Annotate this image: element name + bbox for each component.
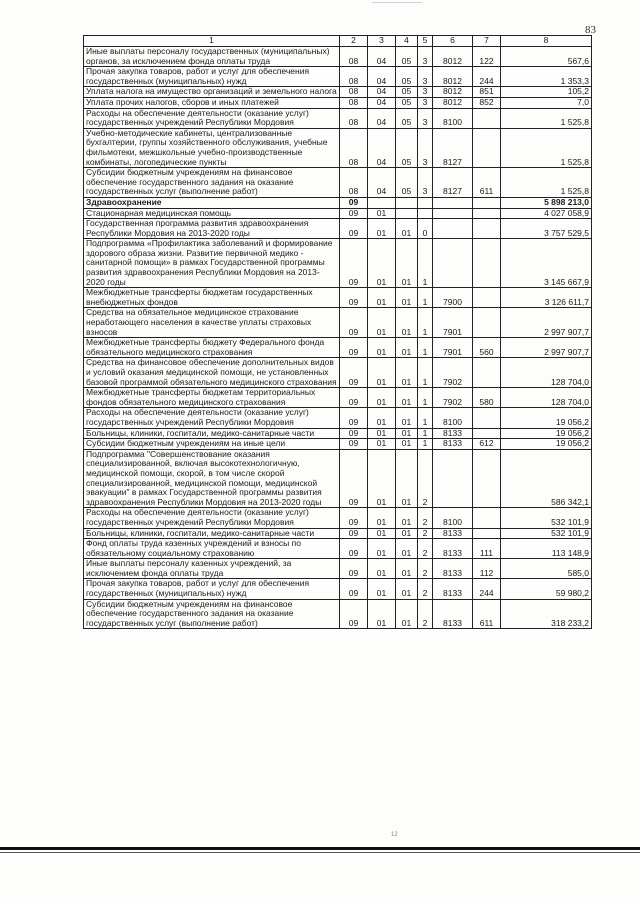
row-name: Больницы, клиники, госпитали, медико-санитарные части <box>84 428 340 439</box>
section-code: 09 <box>340 208 368 219</box>
article-code: 8100 <box>433 408 473 428</box>
table-row <box>84 439 592 450</box>
subprogram-code: 1 <box>418 358 433 388</box>
subsection-code: 01 <box>368 599 396 629</box>
subprogram-code: 2 <box>418 528 433 539</box>
program-code: 01 <box>396 599 418 629</box>
expense-type-code <box>473 428 501 439</box>
article-code: 8100 <box>433 108 473 128</box>
amount: 19 056,2 <box>501 408 592 428</box>
row-name: Средства на финансовое обеспечение дополнительных видов и условий оказания медицинской помощи, не установленных базовой программой обязательного медицинского страхования <box>84 358 340 388</box>
article-code: 8012 <box>433 67 473 87</box>
program-code <box>396 197 418 208</box>
amount: 7,0 <box>501 97 592 108</box>
subprogram-code: 3 <box>418 168 433 198</box>
footer-mark: 12 <box>391 832 398 838</box>
table-row <box>84 219 592 239</box>
amount: 3 145 667,9 <box>501 239 592 288</box>
expense-type-code <box>473 508 501 528</box>
section-code: 09 <box>340 528 368 539</box>
section-code: 09 <box>340 239 368 288</box>
subsection-code: 01 <box>368 388 396 408</box>
expense-type-code: 244 <box>473 67 501 87</box>
section-code: 08 <box>340 87 368 98</box>
table-row <box>84 428 592 439</box>
table-row <box>84 358 592 388</box>
subprogram-code: 1 <box>418 439 433 450</box>
section-code: 09 <box>340 559 368 579</box>
subprogram-code: 3 <box>418 108 433 128</box>
program-code: 01 <box>396 449 418 508</box>
amount: 4 027 058,9 <box>501 208 592 219</box>
amount: 1 525,8 <box>501 108 592 128</box>
subsection-code: 01 <box>368 338 396 358</box>
section-code: 09 <box>340 197 368 208</box>
row-name: Межбюджетные трансферты бюджетам территориальных фондов обязательного медицинского страхования <box>84 388 340 408</box>
row-name: Расходы на обеспечение деятельности (оказание услуг) государственных учреждений Республики Мордовия <box>84 408 340 428</box>
row-name: Прочая закупка товаров, работ и услуг для обеспечения государственных (муниципальных) нужд <box>84 579 340 599</box>
subprogram-code: 1 <box>418 428 433 439</box>
subprogram-code: 1 <box>418 408 433 428</box>
section-code: 09 <box>340 439 368 450</box>
top-scan-mark <box>372 2 422 3</box>
program-code: 01 <box>396 358 418 388</box>
article-code: 7901 <box>433 338 473 358</box>
row-name: Расходы на обеспечение деятельности (оказание услуг) государственных учреждений Республики Мордовия <box>84 508 340 528</box>
article-code: 7900 <box>433 288 473 308</box>
row-name: Уплата прочих налогов, сборов и иных платежей <box>84 97 340 108</box>
table-row <box>84 168 592 198</box>
table-row <box>84 87 592 98</box>
section-code: 09 <box>340 388 368 408</box>
section-code: 08 <box>340 67 368 87</box>
column-header: 3 <box>368 36 396 47</box>
amount: 5 898 213,0 <box>501 197 592 208</box>
amount: 585,0 <box>501 559 592 579</box>
subprogram-code: 2 <box>418 559 433 579</box>
section-code: 08 <box>340 108 368 128</box>
expense-type-code: 111 <box>473 539 501 559</box>
amount: 1 353,3 <box>501 67 592 87</box>
subsection-code: 01 <box>368 439 396 450</box>
row-name: Иные выплаты персоналу государственных (муниципальных) органов, за исключением фонда оплаты труда <box>84 47 340 67</box>
amount: 532 101,9 <box>501 528 592 539</box>
program-code: 05 <box>396 87 418 98</box>
expense-type-code <box>473 108 501 128</box>
column-header: 7 <box>473 36 501 47</box>
table-row <box>84 308 592 338</box>
subprogram-code: 2 <box>418 508 433 528</box>
expense-type-code: 122 <box>473 47 501 67</box>
section-code: 09 <box>340 408 368 428</box>
article-code: 8127 <box>433 168 473 198</box>
table-row <box>84 388 592 408</box>
section-code: 09 <box>340 219 368 239</box>
program-code: 05 <box>396 128 418 167</box>
subprogram-code: 3 <box>418 97 433 108</box>
program-code: 01 <box>396 388 418 408</box>
article-code: 8133 <box>433 428 473 439</box>
subprogram-code: 1 <box>418 239 433 288</box>
row-name: Средства на обязательное медицинское страхование неработающего населения в качестве уплаты страховых взносов <box>84 308 340 338</box>
expense-type-code: 580 <box>473 388 501 408</box>
row-name: Иные выплаты персоналу казенных учреждений, за исключением фонда оплаты труда <box>84 559 340 579</box>
subprogram-code <box>418 197 433 208</box>
page-bottom-rule-thin <box>0 852 640 853</box>
row-name: Прочая закупка товаров, работ и услуг для обеспечения государственных (муниципальных) нужд <box>84 67 340 87</box>
table-row <box>84 197 592 208</box>
program-code: 01 <box>396 579 418 599</box>
program-code: 05 <box>396 168 418 198</box>
subprogram-code: 2 <box>418 579 433 599</box>
row-name: Стационарная медицинская помощь <box>84 208 340 219</box>
subsection-code: 04 <box>368 128 396 167</box>
article-code <box>433 219 473 239</box>
program-code: 01 <box>396 428 418 439</box>
table-row <box>84 408 592 428</box>
table-header-row <box>84 36 592 47</box>
subsection-code: 01 <box>368 408 396 428</box>
amount: 3 126 611,7 <box>501 288 592 308</box>
subsection-code: 01 <box>368 449 396 508</box>
row-name: Расходы на обеспечение деятельности (оказание услуг) государственных учреждений Республики Мордовия <box>84 108 340 128</box>
section-code: 09 <box>340 599 368 629</box>
article-code: 8100 <box>433 508 473 528</box>
row-name: Уплата налога на имущество организаций и земельного налога <box>84 87 340 98</box>
expense-type-code <box>473 358 501 388</box>
program-code: 01 <box>396 439 418 450</box>
subsection-code: 01 <box>368 239 396 288</box>
table-row <box>84 97 592 108</box>
expense-type-code: 112 <box>473 559 501 579</box>
section-code: 09 <box>340 358 368 388</box>
row-name: Государственная программа развития здравоохранения Республики Мордовия на 2013-2020 годы <box>84 219 340 239</box>
subprogram-code: 3 <box>418 87 433 98</box>
expense-type-code: 851 <box>473 87 501 98</box>
column-header: 1 <box>84 36 340 47</box>
subsection-code: 04 <box>368 67 396 87</box>
program-code: 01 <box>396 308 418 338</box>
expense-type-code <box>473 197 501 208</box>
row-name: Межбюджетные трансферты бюджетам государственных внебюджетных фондов <box>84 288 340 308</box>
section-code: 08 <box>340 128 368 167</box>
expense-type-code <box>473 449 501 508</box>
column-header: 8 <box>501 36 592 47</box>
page-number: 83 <box>585 24 596 36</box>
subsection-code: 04 <box>368 97 396 108</box>
column-header: 4 <box>396 36 418 47</box>
subsection-code: 01 <box>368 508 396 528</box>
article-code: 8133 <box>433 539 473 559</box>
subsection-code: 04 <box>368 87 396 98</box>
table-row <box>84 108 592 128</box>
expense-type-code: 611 <box>473 599 501 629</box>
amount: 59 980,2 <box>501 579 592 599</box>
expense-type-code <box>473 408 501 428</box>
table-row <box>84 559 592 579</box>
article-code: 8012 <box>433 87 473 98</box>
expense-type-code <box>473 308 501 338</box>
section-code: 09 <box>340 539 368 559</box>
program-code: 05 <box>396 108 418 128</box>
table-row <box>84 539 592 559</box>
expense-type-code <box>473 128 501 167</box>
row-name: Подпрограмма "Совершенствование оказания специализированной, включая высокотехнологичную, медицинской помощи, скорой, в том числе скорой специализированной, медицинской помощи, медицинской эвакуации" в рамках Государственной программы развития здравоохранения Республики Мордовия на 2013-2020 годы <box>84 449 340 508</box>
section-code: 09 <box>340 288 368 308</box>
column-header: 5 <box>418 36 433 47</box>
subsection-code: 01 <box>368 579 396 599</box>
subsection-code: 01 <box>368 208 396 219</box>
table-row <box>84 288 592 308</box>
subprogram-code <box>418 208 433 219</box>
article-code: 8127 <box>433 128 473 167</box>
article-code <box>433 239 473 288</box>
program-code: 01 <box>396 239 418 288</box>
table-row <box>84 47 592 67</box>
section-code: 09 <box>340 428 368 439</box>
table-row <box>84 67 592 87</box>
article-code <box>433 197 473 208</box>
row-name: Межбюджетные трансферты бюджету Федерального фонда обязательного медицинского страхования <box>84 338 340 358</box>
subprogram-code: 1 <box>418 338 433 358</box>
subsection-code: 01 <box>368 559 396 579</box>
subprogram-code: 2 <box>418 539 433 559</box>
program-code: 05 <box>396 47 418 67</box>
table-body <box>84 47 592 629</box>
amount: 2 997 907,7 <box>501 308 592 338</box>
expense-type-code <box>473 528 501 539</box>
expense-type-code: 611 <box>473 168 501 198</box>
article-code: 8133 <box>433 528 473 539</box>
amount: 105,2 <box>501 87 592 98</box>
table-row <box>84 449 592 508</box>
amount: 113 148,9 <box>501 539 592 559</box>
article-code: 8012 <box>433 47 473 67</box>
amount: 2 997 907,7 <box>501 338 592 358</box>
article-code <box>433 208 473 219</box>
subsection-code: 01 <box>368 219 396 239</box>
expense-type-code: 612 <box>473 439 501 450</box>
program-code: 01 <box>396 539 418 559</box>
page-bottom-rule <box>0 847 640 850</box>
amount: 532 101,9 <box>501 508 592 528</box>
program-code: 01 <box>396 508 418 528</box>
amount: 1 525,8 <box>501 168 592 198</box>
amount: 19 056,2 <box>501 439 592 450</box>
program-code: 05 <box>396 97 418 108</box>
subprogram-code: 3 <box>418 128 433 167</box>
amount: 128 704,0 <box>501 388 592 408</box>
amount: 128 704,0 <box>501 358 592 388</box>
table-row <box>84 599 592 629</box>
article-code: 8133 <box>433 439 473 450</box>
expense-type-code <box>473 288 501 308</box>
section-code: 09 <box>340 508 368 528</box>
expense-type-code <box>473 208 501 219</box>
section-code: 09 <box>340 449 368 508</box>
amount: 586 342,1 <box>501 449 592 508</box>
subsection-code <box>368 197 396 208</box>
subsection-code: 01 <box>368 358 396 388</box>
row-name: Учебно-методические кабинеты, централизованные бухгалтерии, группы хозяйственного обслуживания, учебные фильмотеки, межшкольные учебно-производственные комбинаты, логопедические пункты <box>84 128 340 167</box>
table-row <box>84 208 592 219</box>
article-code: 8133 <box>433 579 473 599</box>
subprogram-code: 1 <box>418 288 433 308</box>
program-code: 01 <box>396 219 418 239</box>
subsection-code: 01 <box>368 308 396 338</box>
article-code: 8012 <box>433 97 473 108</box>
article-code <box>433 449 473 508</box>
subprogram-code: 0 <box>418 219 433 239</box>
subprogram-code: 2 <box>418 599 433 629</box>
amount: 318 233,2 <box>501 599 592 629</box>
expense-type-code <box>473 239 501 288</box>
table-row <box>84 528 592 539</box>
row-name: Здравоохранение <box>84 197 340 208</box>
subsection-code: 04 <box>368 47 396 67</box>
article-code: 7901 <box>433 308 473 338</box>
article-code: 8133 <box>433 559 473 579</box>
subsection-code: 01 <box>368 288 396 308</box>
program-code: 01 <box>396 559 418 579</box>
row-name: Фонд оплаты труда казенных учреждений и взносы по обязательному социальному страхованию <box>84 539 340 559</box>
amount: 1 525,8 <box>501 128 592 167</box>
row-name: Подпрограмма «Профилактика заболеваний и формирование здорового образа жизни. Развитие первичной медико - санитарной помощи» в рамках Государственной программы развития здравоохранения Республики Мордовия на 2013-2020 годы <box>84 239 340 288</box>
section-code: 08 <box>340 168 368 198</box>
subsection-code: 04 <box>368 108 396 128</box>
subprogram-code: 1 <box>418 388 433 408</box>
section-code: 09 <box>340 579 368 599</box>
subprogram-code: 3 <box>418 67 433 87</box>
column-header: 6 <box>433 36 473 47</box>
row-name: Субсидии бюджетным учреждениям на иные цели <box>84 439 340 450</box>
table-row <box>84 338 592 358</box>
expense-type-code: 852 <box>473 97 501 108</box>
section-code: 09 <box>340 308 368 338</box>
program-code: 01 <box>396 528 418 539</box>
expense-type-code: 560 <box>473 338 501 358</box>
expense-type-code: 244 <box>473 579 501 599</box>
subprogram-code: 2 <box>418 449 433 508</box>
amount: 19 056,2 <box>501 428 592 439</box>
amount: 567,6 <box>501 47 592 67</box>
article-code: 7902 <box>433 358 473 388</box>
program-code: 01 <box>396 288 418 308</box>
table-row <box>84 579 592 599</box>
article-code: 8133 <box>433 599 473 629</box>
row-name: Субсидии бюджетным учреждениям на финансовое обеспечение государственного задания на оказание государственных услуг (выполнение работ) <box>84 599 340 629</box>
amount: 3 757 529,5 <box>501 219 592 239</box>
subprogram-code: 3 <box>418 47 433 67</box>
subsection-code: 01 <box>368 428 396 439</box>
row-name: Больницы, клиники, госпитали, медико-санитарные части <box>84 528 340 539</box>
expense-type-code <box>473 219 501 239</box>
column-header: 2 <box>340 36 368 47</box>
program-code: 01 <box>396 338 418 358</box>
program-code <box>396 208 418 219</box>
section-code: 08 <box>340 97 368 108</box>
table-row <box>84 239 592 288</box>
subsection-code: 04 <box>368 168 396 198</box>
program-code: 01 <box>396 408 418 428</box>
subprogram-code: 1 <box>418 308 433 338</box>
program-code: 05 <box>396 67 418 87</box>
section-code: 08 <box>340 47 368 67</box>
table-row <box>84 128 592 167</box>
budget-table <box>83 35 592 629</box>
subsection-code: 01 <box>368 528 396 539</box>
row-name: Субсидии бюджетным учреждениям на финансовое обеспечение государственного задания на оказание государственных услуг (выполнение работ) <box>84 168 340 198</box>
table-row <box>84 508 592 528</box>
section-code: 09 <box>340 338 368 358</box>
article-code: 7902 <box>433 388 473 408</box>
subsection-code: 01 <box>368 539 396 559</box>
